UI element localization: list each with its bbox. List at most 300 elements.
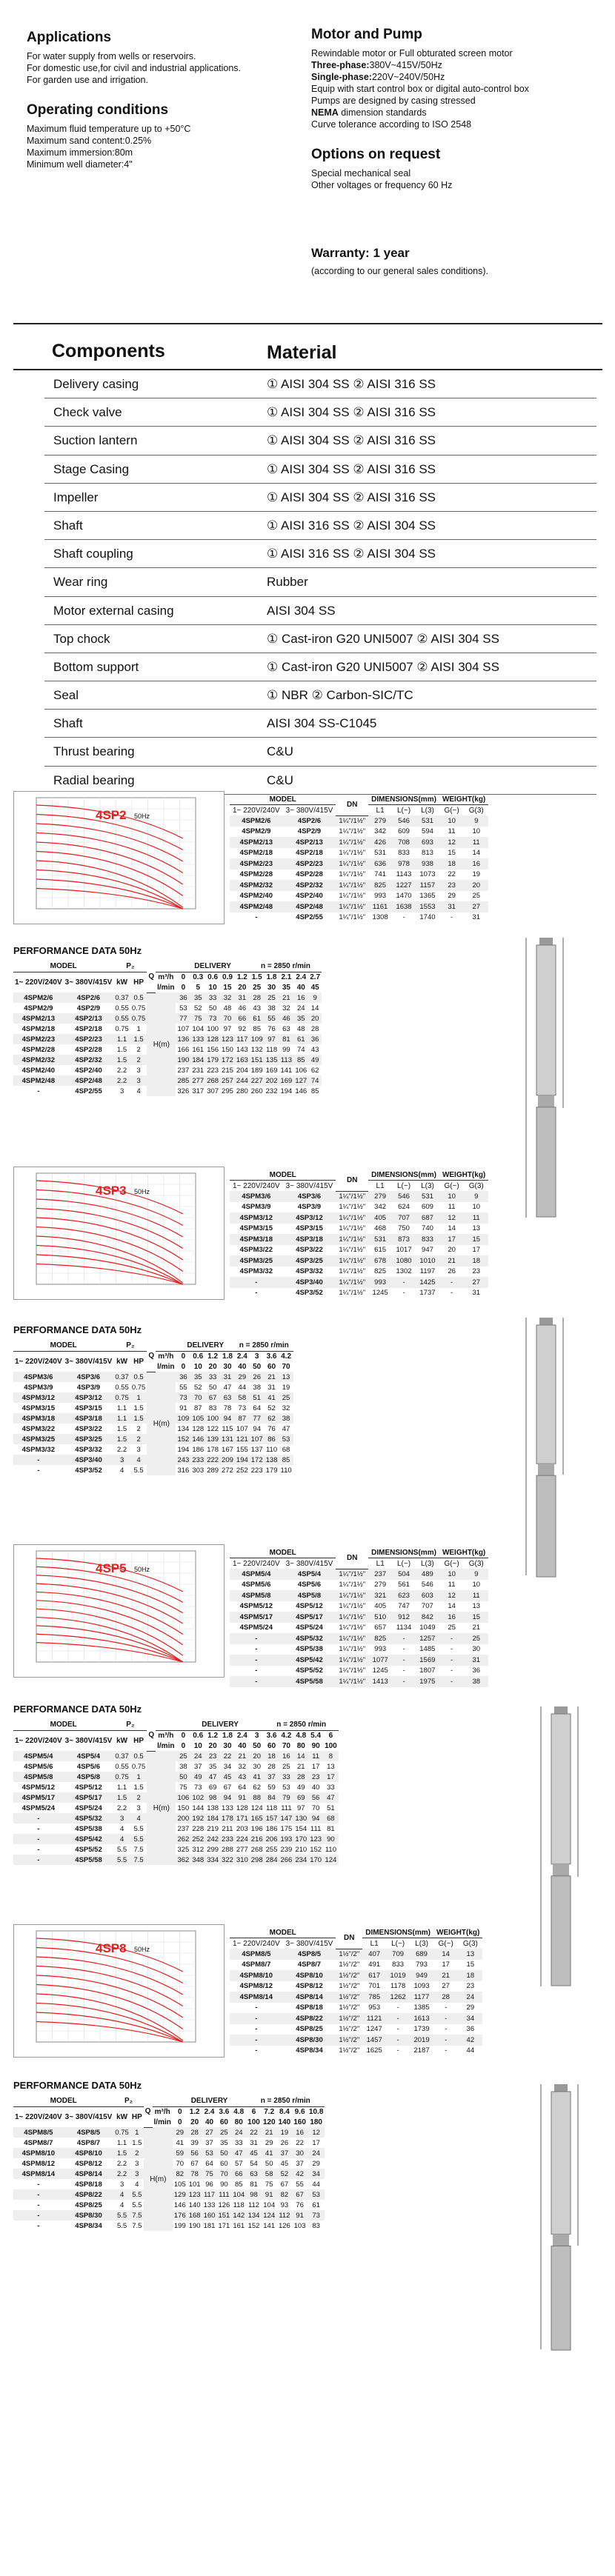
dimensions-cell: 4SP3/32 — [296, 1267, 323, 1276]
performance-cell: 122 — [207, 1424, 219, 1433]
performance-cell: 49 — [296, 1783, 305, 1792]
performance-cell: 29 — [176, 2128, 184, 2137]
dimensions-cell: 18 — [448, 859, 456, 868]
performance-cell: 4SPM2/18 — [21, 1024, 56, 1033]
performance-cell: 52 — [267, 1404, 276, 1412]
flow-lmin-value: 20 — [238, 983, 247, 992]
performance-cell: 285 — [177, 1076, 190, 1085]
performance-cell: 223 — [207, 1066, 219, 1075]
performance-cell: 4SPM5/12 — [21, 1783, 56, 1792]
component-material: Rubber — [267, 575, 308, 590]
dimensions-cell: 4SP5/58 — [296, 1677, 323, 1686]
performance-cell: 17 — [327, 1772, 335, 1781]
performance-cell: 199 — [173, 2221, 186, 2230]
performance-cell: 73 — [238, 1404, 247, 1412]
performance-cell: 1.1 — [116, 1783, 127, 1792]
performance-cell: 4SP5/24 — [75, 1803, 102, 1812]
dimensions-cell: 4SPM3/18 — [239, 1235, 273, 1244]
dimensions-cell: - — [451, 1677, 453, 1686]
performance-cell: 170 — [295, 1835, 308, 1843]
dimensions-cell: - — [255, 1289, 258, 1298]
performance-cell: 32 — [223, 993, 232, 1002]
performance-cell: 26 — [253, 1372, 261, 1381]
performance-cell: 22 — [223, 1752, 232, 1761]
performance-cell: - — [37, 1087, 40, 1095]
performance-cell: 1 — [135, 2128, 139, 2137]
lmin-unit: l/min — [157, 1741, 175, 1750]
dimensions-cell: - — [255, 1278, 258, 1287]
performance-cell: 284 — [265, 1855, 278, 1864]
dimensions-cell: 4SP2/18 — [296, 849, 323, 858]
dimensions-cell: 4SPM8/12 — [239, 1982, 273, 1991]
performance-cell: 206 — [265, 1835, 278, 1843]
performance-cell: 18 — [267, 1752, 276, 1761]
curve-model-label: 4SP2 — [96, 808, 127, 822]
component-row — [44, 597, 596, 625]
dimensions-cell: 4SP2/55 — [296, 913, 323, 922]
performance-cell: 37 — [193, 1762, 202, 1771]
flow-lmin-value: 5 — [196, 983, 201, 992]
performance-cell: 4SP8/14 — [75, 2169, 102, 2178]
performance-cell: 237 — [177, 1824, 190, 1833]
curve-chart-4sp5 — [13, 1544, 225, 1678]
performance-cell: 20 — [253, 1752, 261, 1761]
dimensions-cell: 833 — [422, 1235, 433, 1244]
dimensions-cell: 16 — [448, 1612, 456, 1621]
dimensions-row — [230, 1655, 488, 1666]
dimensions-cell: 21 — [442, 1971, 450, 1980]
dimensions-cell: 825 — [374, 1267, 387, 1276]
dimensions-row — [230, 1960, 482, 1971]
pump-drawing-svg — [533, 1704, 593, 1992]
dimensions-cell: 1¼"/1½" — [339, 817, 366, 825]
dimensions-cell: 4SP5/12 — [296, 1602, 323, 1611]
dimensions-cell: 1½"/2" — [339, 2035, 360, 2044]
performance-cell: 131 — [222, 1435, 233, 1444]
performance-title: PERFORMANCE DATA 50Hz — [13, 1704, 142, 1715]
performance-cell: 50 — [220, 2149, 228, 2158]
performance-cell: 141 — [280, 1066, 293, 1075]
performance-cell: - — [37, 1466, 40, 1475]
performance-cell: 1.1 — [116, 2138, 127, 2147]
performance-cell: 4SP2/13 — [75, 1014, 102, 1023]
dimensions-cell: 4SPM2/40 — [239, 892, 273, 901]
performance-cell: 133 — [192, 1035, 205, 1044]
flow-lmin-value: 120 — [262, 2118, 276, 2126]
dimensions-cell: 18 — [472, 1256, 481, 1265]
dimensions-cell: 1553 — [419, 902, 436, 911]
dimensions-cell: 13 — [466, 1949, 475, 1958]
flow-lmin-value: 80 — [296, 1741, 305, 1750]
performance-cell: 14 — [310, 1004, 319, 1012]
flow-m3h-value: 3.6 — [266, 1731, 277, 1740]
dimensions-cell: 4SP3/25 — [296, 1256, 323, 1265]
performance-cell: 4 — [119, 1466, 124, 1475]
performance-cell: 5.5 — [133, 1835, 144, 1843]
dimensions-cell: 1¼"/1½" — [339, 1602, 366, 1611]
dimensions-cell: 22 — [448, 870, 456, 879]
dimensions-cell: 26 — [448, 1267, 456, 1276]
applications-line: For water supply from wells or reservoirs. — [27, 51, 196, 61]
dimensions-cell: 947 — [422, 1246, 433, 1255]
dimensions-cell: 1638 — [396, 902, 412, 911]
dimension-column-header: L(3) — [415, 1939, 428, 1948]
performance-cell: 130 — [295, 1814, 308, 1823]
performance-cell: 78 — [190, 2169, 199, 2178]
performance-cell: 316 — [177, 1466, 190, 1475]
performance-table-body — [13, 2127, 325, 2231]
performance-cell: 73 — [312, 2211, 320, 2220]
dimensions-cell: 407 — [368, 1949, 381, 1958]
performance-cell: 52 — [193, 1383, 202, 1392]
dimensions-cell: 36 — [472, 1666, 481, 1675]
components-header-label: Components — [52, 341, 165, 361]
performance-row — [13, 1813, 339, 1823]
dimensions-cell: 29 — [466, 2003, 475, 2012]
performance-cell: 5.5 — [133, 1466, 144, 1475]
performance-cell: 4SPM3/9 — [24, 1383, 53, 1392]
performance-cell: 53 — [179, 1004, 187, 1012]
dimensions-cell: 1807 — [419, 1666, 436, 1675]
dimensions-cell: 1¼"/1½" — [339, 1655, 366, 1664]
performance-cell: 219 — [207, 1824, 219, 1833]
performance-cell: 124 — [325, 1855, 337, 1864]
performance-cell: 167 — [222, 1445, 233, 1454]
performance-row — [13, 1761, 339, 1772]
performance-cell: 45 — [223, 1772, 232, 1781]
flow-m3h-value: 2.4 — [236, 1731, 247, 1740]
performance-cell: 38 — [253, 1383, 261, 1392]
performance-cell: 64 — [253, 1404, 261, 1412]
dimensions-cell: - — [255, 1677, 258, 1686]
performance-cell: 209 — [222, 1455, 233, 1464]
performance-cell: 4SPM2/6 — [24, 993, 53, 1002]
dimensions-cell: - — [402, 1278, 405, 1287]
performance-cell: 128 — [207, 1035, 219, 1044]
dimensions-cell: 510 — [374, 1612, 387, 1621]
flow-m3h-value: 1.8 — [266, 972, 277, 981]
performance-cell: 4SP2/40 — [75, 1066, 102, 1075]
dimensions-row — [230, 827, 488, 838]
flow-m3h-value: 4.8 — [233, 2107, 245, 2116]
flow-m3h-value: 0 — [181, 972, 186, 981]
lmin-unit: l/min — [153, 2118, 171, 2126]
performance-cell: 75 — [193, 1014, 202, 1023]
performance-cell: 1 — [136, 1772, 141, 1781]
performance-cell: 171 — [236, 1814, 248, 1823]
dimensions-cell: 873 — [398, 1235, 410, 1244]
dimensions-cell: 813 — [422, 849, 433, 858]
performance-cell: 4SP3/6 — [76, 1372, 101, 1381]
flow-lmin-value: 30 — [223, 1741, 232, 1750]
performance-cell: 44 — [238, 1383, 247, 1392]
dimensions-cell: 1613 — [413, 2014, 430, 2023]
performance-cell: 4SP3/18 — [75, 1414, 102, 1423]
performance-cell: 87 — [238, 1414, 247, 1423]
flow-lmin-value: 40 — [296, 983, 305, 992]
performance-cell: 1.1 — [116, 1035, 127, 1044]
performance-cell: 2 — [136, 1793, 141, 1802]
dimensions-cell: 1¼"/1½" — [339, 881, 366, 890]
performance-cell: 56 — [311, 1793, 320, 1802]
performance-cell: 35 — [193, 1372, 202, 1381]
dimensions-cell: 1262 — [390, 1992, 406, 2001]
performance-cell: 106 — [295, 1066, 308, 1075]
performance-cell: 84 — [267, 1793, 276, 1802]
options-title: Options on request — [311, 147, 441, 162]
dimensions-cell: - — [445, 2025, 448, 2034]
dimensions-cell: 4SP8/14 — [296, 1992, 323, 2001]
three-phase-header: 3~ 380V/415V — [64, 1736, 113, 1745]
performance-cell: 111 — [281, 1803, 292, 1812]
performance-cell: 170 — [310, 1855, 322, 1864]
component-row — [44, 625, 596, 653]
performance-cell: 4SP8/25 — [75, 2200, 102, 2209]
pump-drawing-part — [554, 1706, 568, 1714]
performance-cell: 196 — [250, 1824, 263, 1833]
performance-cell: 190 — [188, 2221, 201, 2230]
performance-cell: 9 — [313, 993, 317, 1002]
performance-cell: 85 — [310, 1087, 319, 1095]
operating-line: Maximum fluid temperature up to +50°C — [27, 124, 191, 134]
dimensions-cell: 657 — [374, 1624, 387, 1632]
dimensions-cell: 708 — [398, 838, 410, 847]
performance-cell: 4 — [135, 2180, 139, 2189]
dimensions-cell: 23 — [472, 1267, 481, 1276]
performance-cell: 2.2 — [116, 2159, 127, 2168]
component-name: Seal — [53, 688, 79, 703]
performance-cell: 4SPM5/17 — [21, 1793, 56, 1802]
flow-m3h-value: 10.8 — [308, 2107, 324, 2116]
model-header: MODEL — [230, 794, 336, 805]
performance-cell: 4 — [119, 2190, 124, 2199]
performance-cell: 184 — [192, 1055, 205, 1064]
head-curve — [36, 1575, 183, 1613]
dimensions-cell: 4SP3/12 — [296, 1213, 323, 1222]
three-phase-header: 3~ 380V/415V — [64, 1357, 113, 1366]
performance-table-4sp5 — [13, 1720, 339, 1865]
performance-cell: 172 — [222, 1055, 233, 1064]
performance-cell: 126 — [218, 2200, 230, 2209]
performance-cell: 91 — [179, 1404, 187, 1412]
performance-cell: 2.2 — [116, 1076, 127, 1085]
flow-lmin-value: 60 — [267, 1362, 276, 1371]
performance-cell: 62 — [310, 1066, 319, 1075]
performance-cell: 194 — [280, 1087, 293, 1095]
performance-cell: - — [37, 1835, 40, 1843]
dimensions-row — [230, 1277, 488, 1288]
performance-cell: 190 — [177, 1055, 190, 1064]
dimensions-cell: 17 — [448, 1235, 456, 1244]
dimensions-cell: 678 — [374, 1256, 387, 1265]
performance-cell: 37 — [280, 2149, 289, 2158]
component-material: ① AISI 304 SS ② AISI 316 SS — [267, 461, 436, 476]
component-name: Suction lantern — [53, 433, 138, 448]
head-curve — [36, 842, 183, 884]
performance-cell: 25 — [267, 993, 276, 1002]
dimensions-cell: 531 — [422, 1192, 433, 1201]
q-header: Q — [144, 2096, 153, 2127]
performance-cell: 94 — [223, 1793, 232, 1802]
performance-cell: 3 — [136, 1076, 141, 1085]
performance-cell: 4SPM5/24 — [21, 1803, 56, 1812]
dimensions-cell: 279 — [374, 1581, 387, 1589]
model-header: MODEL — [13, 1720, 113, 1730]
dimensions-cell: 468 — [374, 1224, 387, 1233]
performance-cell: 41 — [253, 1772, 261, 1781]
dimensions-cell: 1227 — [396, 881, 412, 890]
warranty-block — [311, 246, 488, 277]
flow-m3h-value: 0.6 — [193, 1731, 204, 1740]
performance-cell: 181 — [203, 2221, 216, 2230]
dimensions-cell: - — [255, 1655, 258, 1664]
performance-cell: 139 — [207, 1435, 219, 1444]
lmin-unit: l/min — [157, 983, 175, 992]
performance-cell: 156 — [207, 1045, 219, 1054]
pump-drawing-part — [551, 2246, 571, 2350]
dimensions-row — [230, 1255, 488, 1267]
dimensions-cell: 707 — [398, 1213, 410, 1222]
curve-frequency-label: 50Hz — [134, 1946, 150, 1953]
performance-cell: 2.2 — [116, 1445, 127, 1454]
flow-lmin-value: 30 — [223, 1362, 232, 1371]
performance-cell: 109 — [177, 1414, 190, 1423]
dimensions-cell: 953 — [368, 2003, 381, 2012]
performance-cell: 163 — [236, 1055, 248, 1064]
performance-cell: 104 — [263, 2200, 276, 2209]
performance-cell: 70 — [193, 1393, 202, 1402]
flow-lmin-value: 100 — [325, 1741, 337, 1750]
dimensions-cell: 740 — [422, 1224, 433, 1233]
model-header: MODEL — [230, 1169, 336, 1181]
p2-header: P₂ — [113, 1720, 147, 1730]
dimensions-cell: 1569 — [419, 1655, 436, 1664]
performance-cell: 118 — [265, 1803, 278, 1812]
dimensions-cell: 4SPM5/4 — [242, 1569, 271, 1578]
dimensions-cell: 1245 — [372, 1289, 388, 1298]
component-name: Shaft coupling — [53, 547, 133, 561]
head-curve — [36, 1601, 183, 1645]
flow-lmin-value: 20 — [208, 1741, 217, 1750]
head-label: H(m) — [153, 1040, 170, 1049]
performance-cell: 0.75 — [131, 1762, 146, 1771]
performance-row — [13, 1834, 339, 1844]
dimensions-cell: 11 — [448, 1203, 456, 1212]
performance-cell: 5.5 — [116, 2211, 127, 2220]
performance-cell: 113 — [280, 1055, 292, 1064]
performance-cell: 268 — [250, 1845, 263, 1854]
performance-cell: 38 — [282, 1414, 290, 1423]
dimensions-cell: 1308 — [372, 913, 388, 922]
performance-cell: 97 — [223, 1024, 232, 1033]
dimensions-cell: 504 — [398, 1569, 410, 1578]
flow-m3h-value: 4.2 — [281, 1731, 292, 1740]
performance-cell: 16 — [296, 993, 305, 1002]
dimensions-cell: 4SP8/12 — [296, 1982, 323, 1991]
dimensions-cell: 4SP8/5 — [297, 1949, 322, 1958]
pump-drawing-part — [553, 2234, 569, 2246]
performance-cell: 112 — [247, 2200, 260, 2209]
performance-cell: 106 — [177, 1793, 190, 1802]
performance-cell: 4SP2/55 — [75, 1087, 102, 1095]
performance-cell: 4SP8/22 — [75, 2190, 102, 2199]
dimensions-row — [230, 2013, 482, 2024]
performance-row — [13, 1772, 339, 1782]
dimensions-cell: 4SP5/4 — [297, 1569, 322, 1578]
performance-cell: 152 — [247, 2221, 260, 2230]
dimensions-cell: 4SPM3/25 — [239, 1256, 273, 1265]
dimension-column-header: L(~) — [397, 1559, 411, 1568]
dimensions-cell: 709 — [392, 1949, 405, 1958]
dimensions-cell: 4SPM5/6 — [242, 1581, 271, 1589]
dimensions-cell: 321 — [374, 1591, 387, 1600]
dimensions-cell: 4SP3/40 — [296, 1278, 323, 1287]
dimensions-cell: 1740 — [419, 913, 436, 922]
performance-cell: 200 — [177, 1814, 190, 1823]
performance-cell: - — [37, 1824, 40, 1833]
dimensions-cell: 10 — [448, 816, 456, 825]
performance-cell: 98 — [250, 2190, 258, 2199]
dimensions-cell: - — [402, 913, 405, 922]
performance-cell: 49 — [193, 1772, 202, 1781]
flow-lmin-value: 15 — [223, 983, 232, 992]
performance-cell: 243 — [177, 1455, 190, 1464]
dimensions-row — [230, 1288, 488, 1299]
dimensions-row — [230, 912, 488, 924]
performance-cell: 47 — [234, 2149, 243, 2158]
dimensions-cell: 4SPM8/7 — [242, 1961, 271, 1969]
motor-line — [311, 119, 593, 130]
dimensions-cell: 11 — [472, 1213, 480, 1222]
performance-cell: 76 — [267, 1424, 276, 1433]
performance-cell: 4SPM8/5 — [24, 2128, 53, 2137]
dimensions-cell: 489 — [421, 1569, 433, 1578]
operating-line: Maximum sand content:0.25% — [27, 136, 152, 146]
component-name: Delivery casing — [53, 377, 139, 391]
performance-cell: 299 — [207, 1845, 219, 1854]
motor-line — [311, 71, 593, 83]
p2-header: P₂ — [113, 961, 147, 972]
dimensions-cell: 4SPM3/12 — [239, 1213, 273, 1222]
performance-cell: 233 — [222, 1835, 233, 1843]
dimensions-cell: 1½"/2" — [339, 1992, 360, 2001]
performance-cell: 0.55 — [115, 1004, 129, 1012]
dimensions-cell: 4SP2/6 — [297, 816, 322, 825]
flow-lmin-value: 20 — [208, 1362, 217, 1371]
performance-cell: 27 — [205, 2128, 213, 2137]
dimensions-cell: 1¼"/1½" — [339, 1235, 366, 1244]
performance-cell: 135 — [265, 1055, 278, 1064]
performance-cell: 161 — [233, 2221, 245, 2230]
motor-text — [311, 47, 593, 130]
performance-cell: 150 — [222, 1045, 233, 1054]
performance-cell: 43 — [253, 1004, 261, 1012]
dimensions-cell: 4SPM3/9 — [242, 1203, 271, 1212]
dimensions-cell: - — [445, 2003, 448, 2012]
dimensions-row — [230, 1202, 488, 1213]
dimensions-cell: 23 — [466, 1982, 475, 1991]
component-row — [44, 370, 596, 398]
components-header — [0, 324, 615, 369]
performance-cell: 57 — [234, 2159, 243, 2168]
flow-m3h-value: 7.2 — [264, 2107, 275, 2116]
dimension-column-header: L(3) — [421, 806, 434, 815]
dimensions-cell: - — [396, 2014, 399, 2023]
dimensions-cell: 1197 — [419, 1267, 436, 1276]
performance-cell: 19 — [280, 2128, 289, 2137]
performance-row — [13, 1372, 293, 1382]
dimensions-cell: 1257 — [419, 1634, 436, 1643]
